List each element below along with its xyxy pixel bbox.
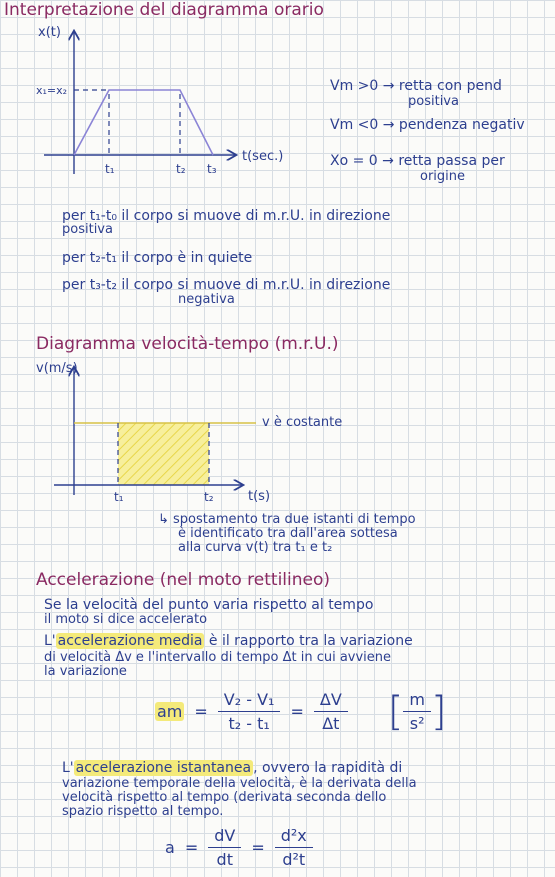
motion-line-1: per t₁-t₀ il corpo si muove di m.r.U. in direzione [62,208,391,224]
formula1-frac1 [218,690,281,733]
graph2-t2: t₂ [204,490,214,504]
graph2-t1: t₁ [114,490,124,504]
graph1-t1: t₁ [105,162,115,176]
formula1-eq2: = [290,702,304,721]
formula1-unit-den: s² [409,714,425,733]
motion-line-3-cont: negativa [178,292,235,307]
inst-accel-line [62,760,402,776]
section1-title: Interpretazione del diagramma orario [4,0,324,20]
section3-title: Accelerazione (nel moto rettilineo) [36,570,331,590]
formula1-unit: [ $\frac{m}{\text{s²}}$ ] [387,688,447,735]
avg-accel-highlight: accelerazione media [57,633,203,649]
avg-accel-prefix: L' [44,633,56,649]
formula1-num2: ΔV [314,690,348,712]
graph2-ylabel: v(m/s) [36,361,78,376]
accel-intro-2: il moto si dice accelerato [44,612,208,627]
section2-title: Diagramma velocità-tempo (m.r.U.) [36,334,339,354]
inst-accel-line-3: velocità rispetto al tempo (derivata seconda dello [62,790,387,805]
formula2-lhs: a [165,838,175,857]
motion-line-3: per t₃-t₂ il corpo si muove di m.r.U. in direzione [62,277,391,293]
position-curve [74,90,213,155]
formula1-frac2 [314,690,348,733]
graph2-line-label: v è costante [262,415,343,430]
graph1-t3: t₃ [207,162,217,176]
formula2-den1: dt [216,850,233,869]
formula1-den1: t₂ - t₁ [228,714,270,733]
formula2-num1: dV [208,826,241,848]
formula2-eq1: = [184,838,199,857]
motion-line-1-cont: positiva [62,222,113,237]
formula2-den2: d²t [282,850,306,869]
avg-accel-line-3: la variazione [44,664,127,679]
inst-accel-line-4: spazio rispetto al tempo. [62,804,224,819]
note-x0-cont: origine [420,169,466,184]
accel-intro-1: Se la velocità del punto varia rispetto al tempo [44,597,374,613]
formula1-num1: V₂ - V₁ [218,690,281,712]
formula2-num2: d²x [275,826,313,848]
area-note-2: è identificato tra dall'area sottesa [178,526,398,541]
graph1-xlabel: t(sec.) [242,149,284,164]
formula1-den2: Δt [322,714,340,733]
note-vm-positive-cont: positiva [408,94,459,109]
inst-accel-formula [165,826,313,869]
formula2-frac1 [208,826,241,869]
note-x0: Xo = 0 → retta passa per [330,153,505,169]
motion-line-2: per t₂-t₁ il corpo è in quiete [62,250,253,266]
area-under-curve [118,423,209,485]
position-time-graph [30,24,300,194]
avg-accel-line [44,633,413,649]
formula1-unit-num: m [403,690,431,712]
graph1-t2: t₂ [176,162,186,176]
formula2-frac2 [275,826,313,869]
graph1-ylabel: x(t) [38,25,61,40]
avg-accel-formula [155,690,447,733]
note-vm-positive: Vm >0 → retta con pend [330,78,502,94]
inst-accel-rest: , ovvero la rapidità di [253,760,403,776]
area-note-1: ↳ spostamento tra due istanti di tempo [158,512,416,527]
inst-accel-highlight: accelerazione istantanea [75,760,252,776]
formula2-eq2: = [251,838,265,857]
velocity-time-graph [30,360,360,510]
avg-accel-line-2: di velocità Δv e l'intervallo di tempo Δt in cui avviene [44,650,392,665]
area-note-3: alla curva v(t) tra t₁ e t₂ [178,540,333,555]
graph1-ymark: x₁=x₂ [36,84,68,97]
note-vm-negative: Vm <0 → pendenza negativ [330,117,525,133]
formula1-eq1: = [194,702,208,721]
avg-accel-rest: è il rapporto tra la variazione [204,633,413,649]
graph2-xlabel: t(s) [248,489,271,504]
inst-accel-line-2: variazione temporale della velocità, è la derivata della [62,776,417,791]
formula1-lhs: am [157,702,183,721]
inst-accel-prefix: L' [62,760,74,776]
